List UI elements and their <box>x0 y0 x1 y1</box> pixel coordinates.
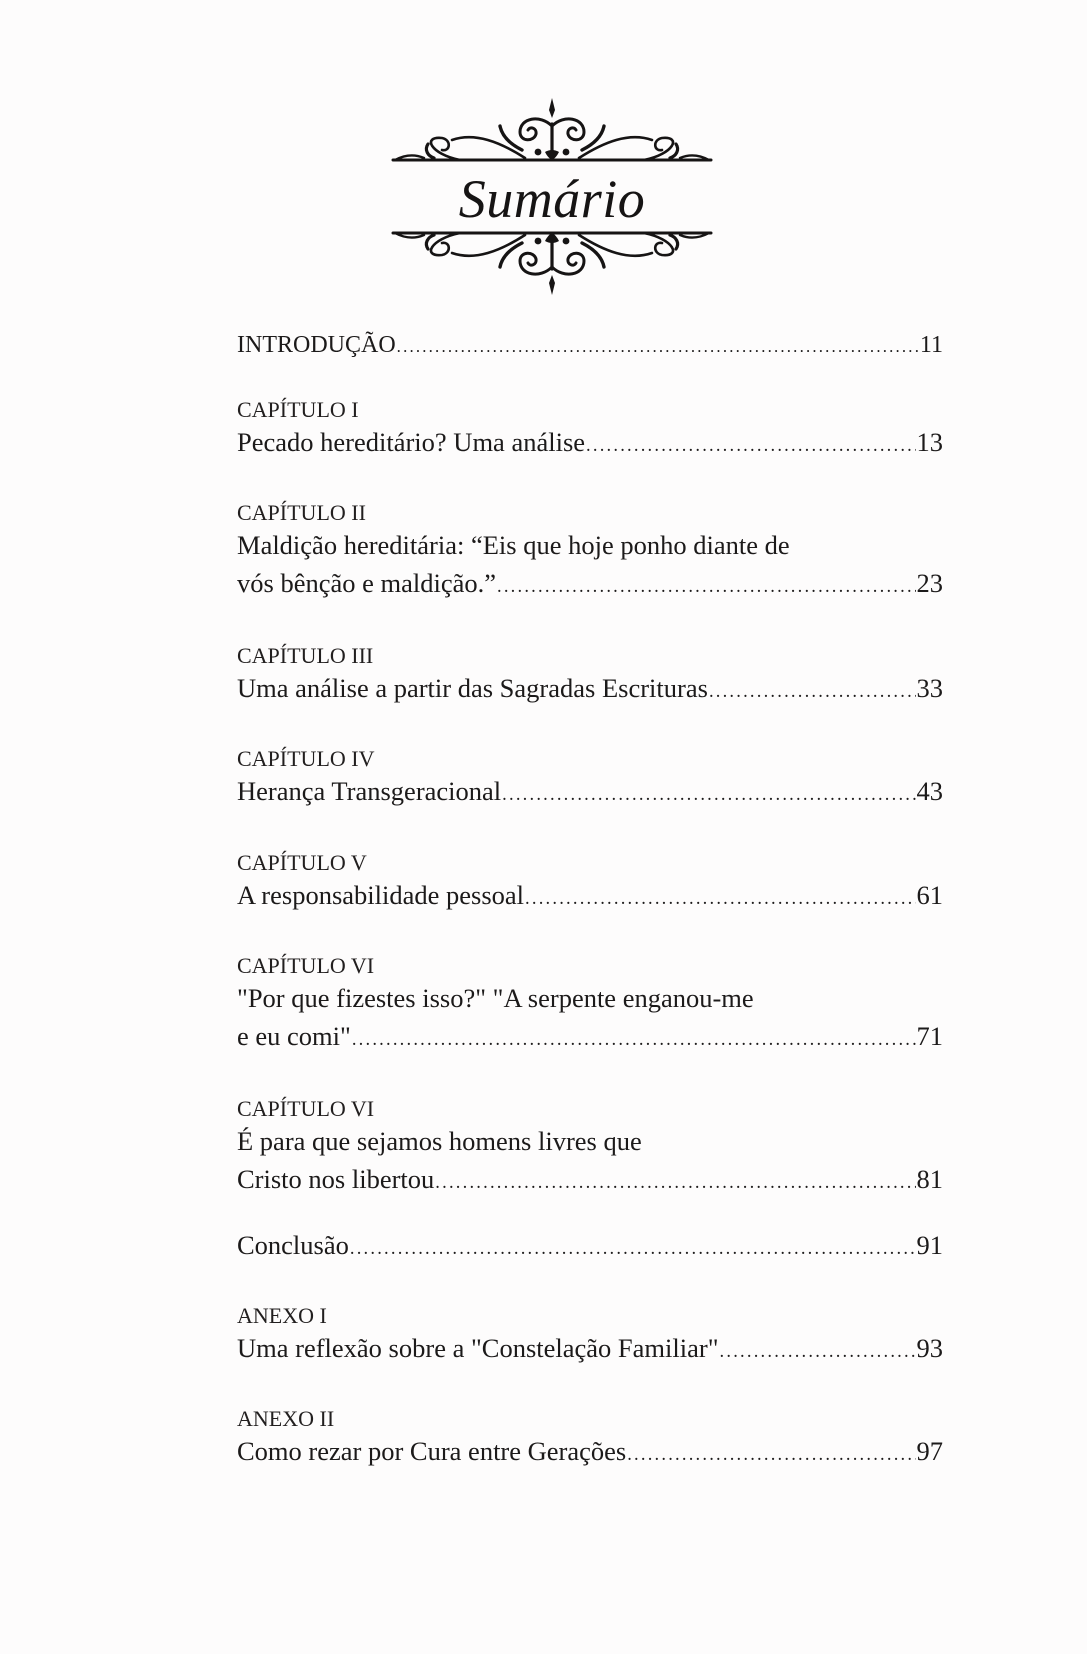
toc-entry-anexo-2[interactable] <box>237 1408 943 1470</box>
toc-entry-title-line <box>237 423 943 461</box>
toc-page-number: 97 <box>916 1436 943 1466</box>
toc-entry-capitulo-3[interactable] <box>237 645 943 707</box>
toc-entry-capitulo-2[interactable] <box>237 502 943 602</box>
toc-page-number: 61 <box>916 880 943 910</box>
toc-entry-capitulo-6[interactable] <box>237 955 943 1055</box>
toc-entry-title-line <box>237 1432 943 1470</box>
toc-entry-title-line <box>237 876 943 914</box>
toc-page-number: 11 <box>919 332 943 358</box>
toc-entry-title: Uma análise a partir das Sagradas Escrituras <box>237 673 708 703</box>
toc-page-number: 23 <box>916 568 943 598</box>
toc-entry-title-line <box>237 669 943 707</box>
toc-entry-conclusao[interactable] <box>237 1226 943 1264</box>
toc-entry-title: INTRODUÇÃO <box>237 332 396 358</box>
toc-entry-title: vós bênção e maldição.” <box>237 568 496 598</box>
toc-entry-title: Pecado hereditário? Uma análise <box>237 427 586 457</box>
dot-leader <box>586 427 915 465</box>
toc-entry-label: CAPÍTULO V <box>237 850 367 875</box>
toc-entry-title-line <box>237 564 943 602</box>
dot-leader <box>497 568 916 606</box>
dot-leader <box>350 1230 916 1268</box>
toc-page-number: 43 <box>916 776 943 806</box>
toc-entry-title-line <box>237 326 943 364</box>
toc-page-number: 93 <box>916 1333 943 1363</box>
toc-entry-title-line <box>237 1329 943 1367</box>
toc-entry-title: e eu comi" <box>237 1021 351 1051</box>
toc-entry-anexo-1[interactable] <box>237 1305 943 1367</box>
toc-entry-label: CAPÍTULO IV <box>237 746 375 771</box>
page-title: Sumário <box>458 169 646 229</box>
toc-page-number: 13 <box>916 427 943 457</box>
toc-entry-title-line <box>237 1160 943 1198</box>
toc-entry-label: CAPÍTULO I <box>237 397 359 422</box>
toc-entry-title: A responsabilidade pessoal <box>237 880 525 910</box>
toc-entry-introducao[interactable] <box>237 326 943 364</box>
toc-entry-capitulo-1[interactable] <box>237 399 943 461</box>
toc-entry-title: Cristo nos libertou <box>237 1164 435 1194</box>
toc-entry-label: ANEXO I <box>237 1303 327 1328</box>
toc-entry-label: CAPÍTULO VI <box>237 953 375 978</box>
toc-entry-title: Conclusão <box>237 1230 349 1260</box>
toc-page-number: 71 <box>916 1021 943 1051</box>
dot-leader <box>435 1164 915 1202</box>
toc-entry-capitulo-6b[interactable] <box>237 1098 943 1198</box>
toc-entry-title-line <box>237 1017 943 1055</box>
ornament-top-icon <box>390 96 714 164</box>
dot-leader <box>352 1021 916 1059</box>
toc-page-number: 33 <box>916 673 943 703</box>
toc-entry-title-first-line: "Por que fizestes isso?" "A serpente enganou-me <box>237 983 754 1013</box>
toc-entry-capitulo-5[interactable] <box>237 852 943 914</box>
dot-leader <box>502 776 915 814</box>
toc-entry-label: CAPÍTULO III <box>237 643 374 668</box>
toc-entry-title: Uma reflexão sobre a "Constelação Familiar" <box>237 1333 719 1363</box>
dot-leader <box>709 673 916 711</box>
toc-entry-capitulo-4[interactable] <box>237 748 943 810</box>
toc-entry-title: Como rezar por Cura entre Gerações <box>237 1436 627 1466</box>
dot-leader <box>720 1333 916 1371</box>
dot-leader <box>627 1436 915 1474</box>
toc-page-number: 91 <box>916 1230 943 1260</box>
ornament-bottom-icon <box>390 229 714 297</box>
toc-entry-title-line <box>237 772 943 810</box>
dot-leader <box>397 328 919 366</box>
toc-entry-label: ANEXO II <box>237 1406 335 1431</box>
toc-entry-title-first-line: É para que sejamos homens livres que <box>237 1126 642 1156</box>
dot-leader <box>525 880 915 918</box>
toc-entry-title: Herança Transgeracional <box>237 776 502 806</box>
toc-page-number: 81 <box>916 1164 943 1194</box>
toc-entry-title-first-line: Maldição hereditária: “Eis que hoje ponho diante de <box>237 530 790 560</box>
toc-entry-label: CAPÍTULO VI <box>237 1096 375 1121</box>
toc-entry-label: CAPÍTULO II <box>237 500 366 525</box>
toc-entry-title-line <box>237 1226 943 1264</box>
